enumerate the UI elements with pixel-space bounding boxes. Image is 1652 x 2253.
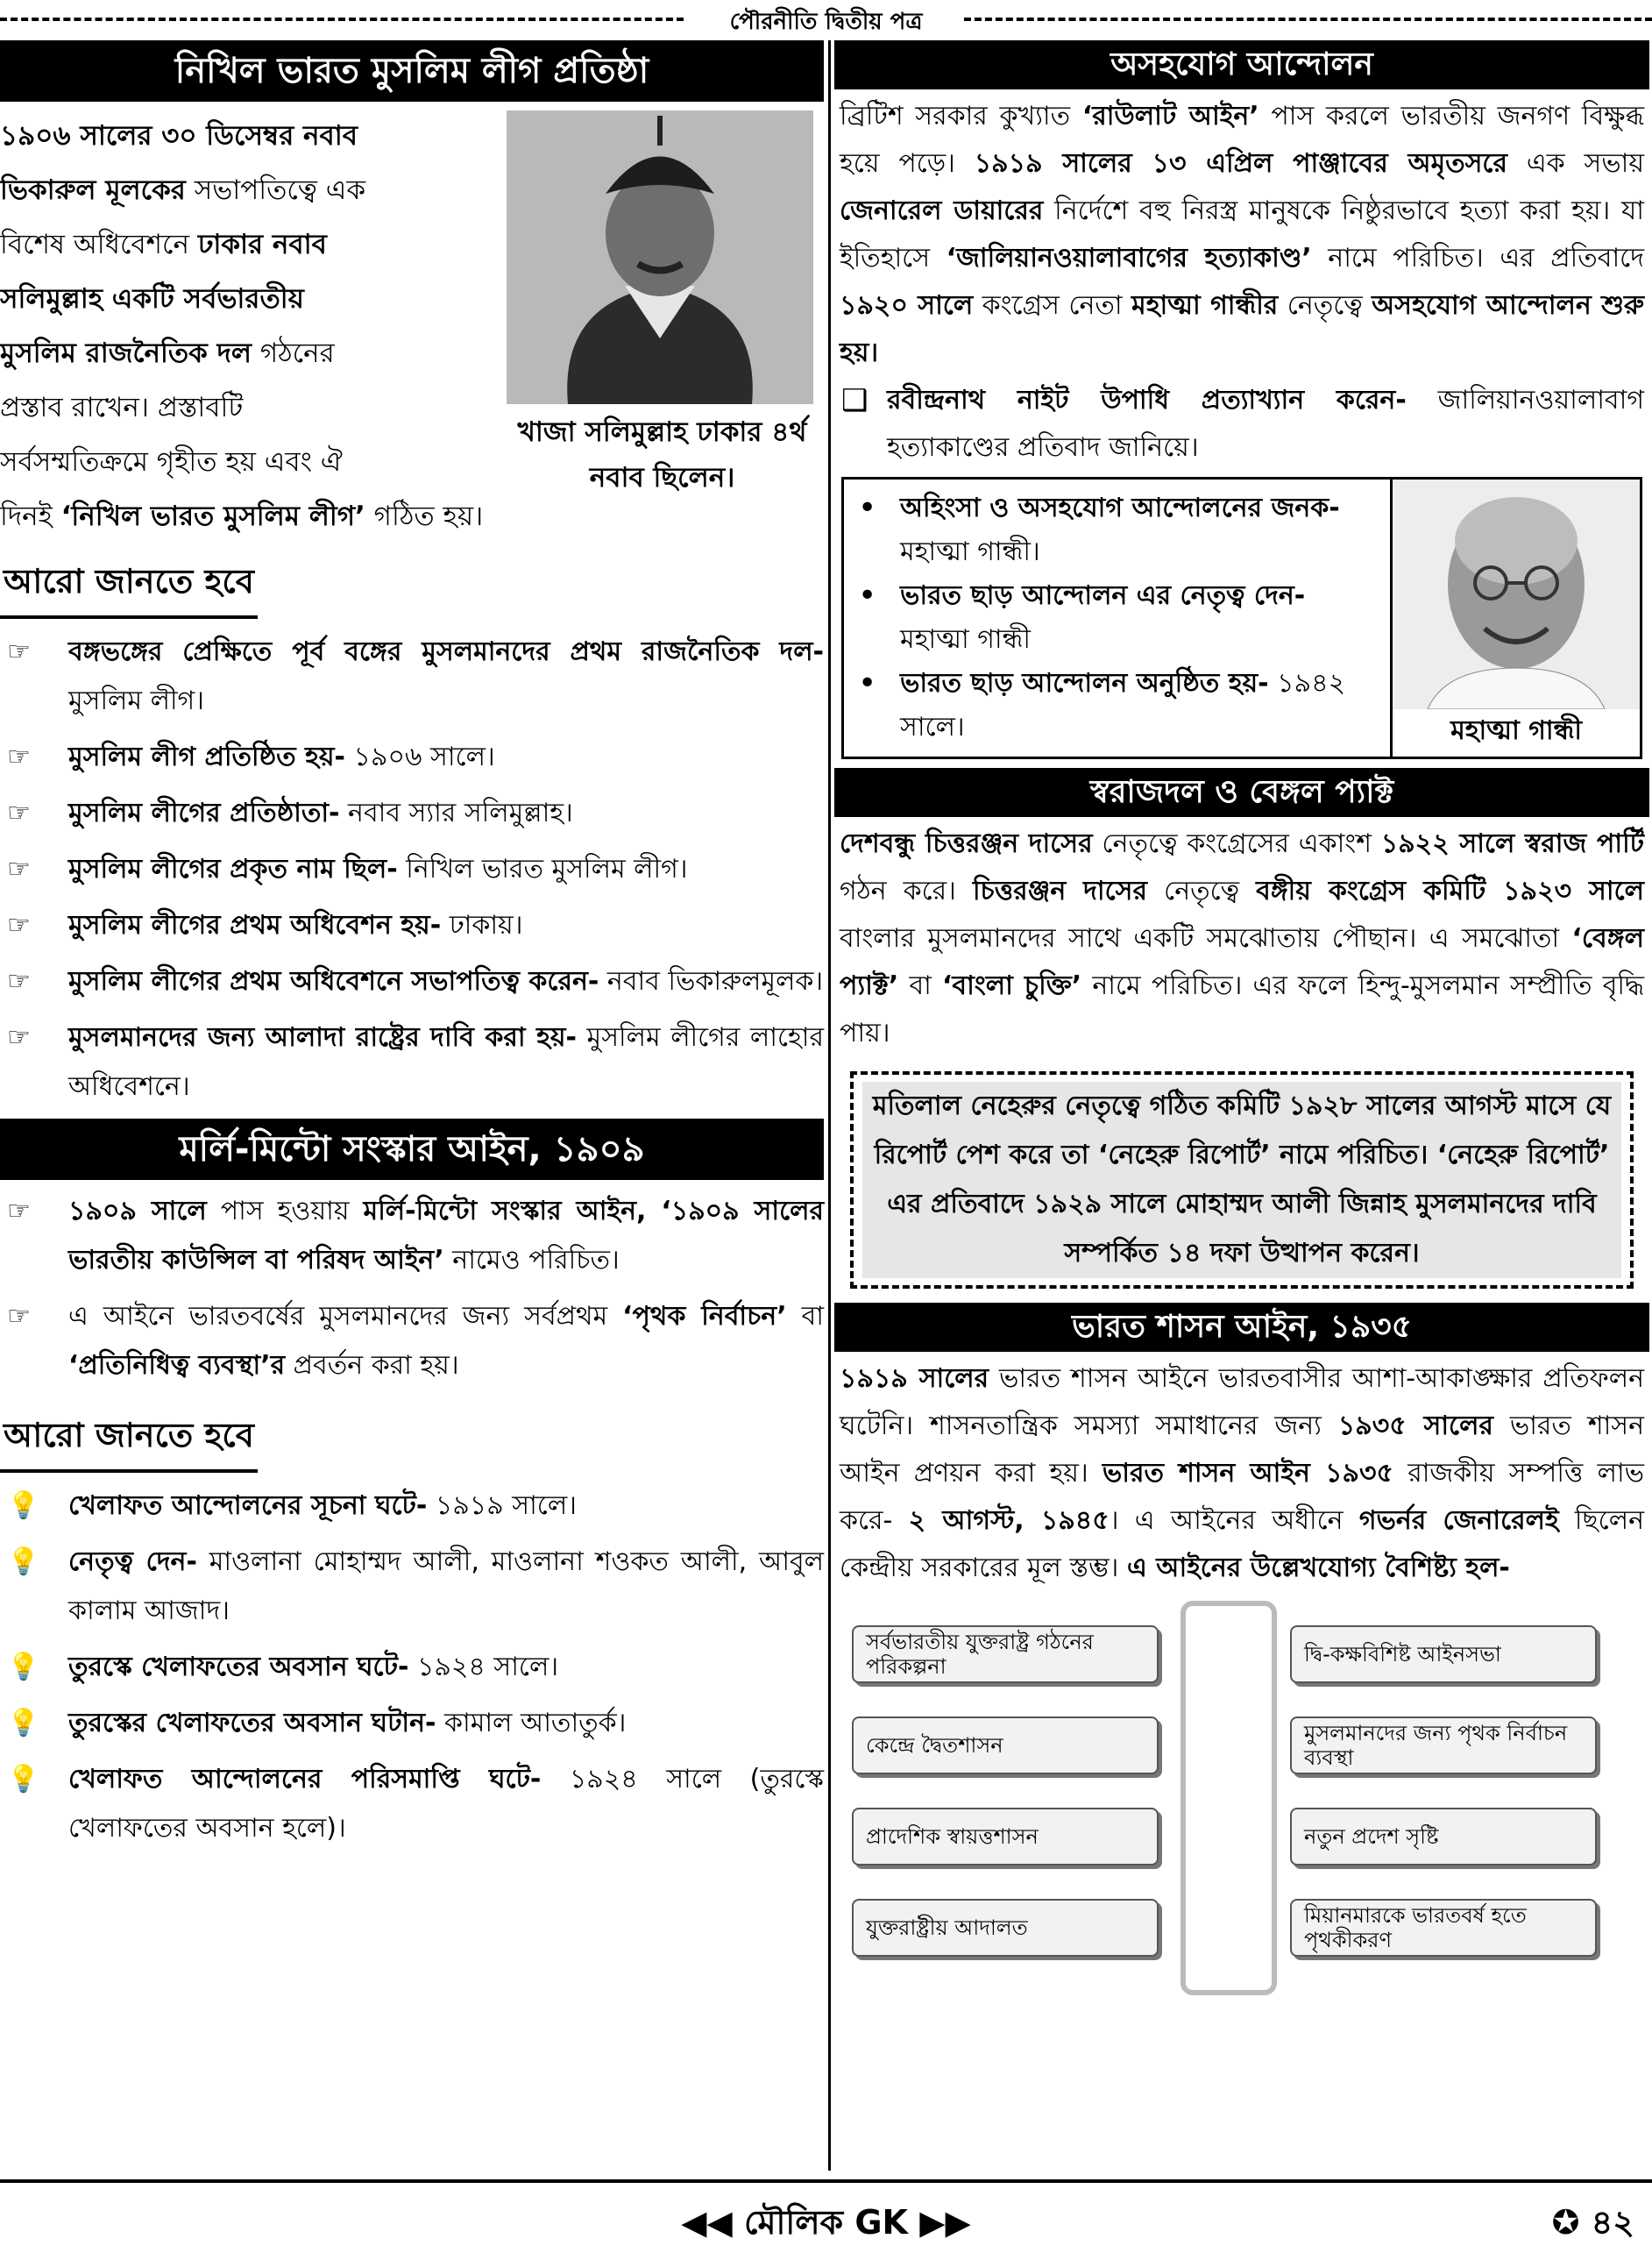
pointing-hand-icon: ☞ xyxy=(7,854,31,885)
right-column xyxy=(834,40,1649,1995)
text-line: নামেও পরিচিত। xyxy=(443,1245,620,1276)
gandhi-box xyxy=(841,477,1642,759)
text-line: নবাব ভিকারুলমূলক। xyxy=(599,966,824,997)
text-line: ঢাকায়। xyxy=(441,910,523,941)
text-bold: গভর্নর জেনারেলই xyxy=(1358,1505,1559,1536)
text-bold: মুসলিম লীগ প্রতিষ্ঠিত হয়- xyxy=(68,742,346,772)
text-line: মাওলানা মোহাম্মদ আলী, মাওলানা শওকত আলী, আবুল কালাম আজাদ। xyxy=(68,1546,824,1626)
header-rule-left xyxy=(0,18,684,21)
text-bold: মুসলিম লীগের প্রথম অধিবেশন হয়- xyxy=(68,910,442,941)
text-bold: মুসলিম রাজনৈতিক দল xyxy=(0,338,252,369)
feature-box-left: যুক্তরাষ্ট্রীয় আদালত xyxy=(852,1899,1159,1957)
text-bold: মহাত্মা গান্ধীর xyxy=(1131,290,1279,321)
nehru-report-box xyxy=(850,1071,1634,1289)
text-line: ১৯০৬ সালের ৩০ ডিসেম্বর নবাব xyxy=(0,120,358,152)
list-item xyxy=(0,1013,824,1112)
section-title-goi-act-1935: ভারত শাসন আইন, ১৯৩৫ xyxy=(834,1303,1649,1352)
text-bold: ১৯২০ সালে xyxy=(840,290,974,321)
text-line: ছিলেন কেন্দ্রীয় সরকারের মূল স্তম্ভ। xyxy=(840,1505,1644,1583)
gandhi-photo-block xyxy=(1390,480,1640,757)
text-bold: ‘নিখিল ভারত মুসলিম লীগ’ xyxy=(60,501,365,532)
text-line: বাংলার মুসলমানদের সাথে একটি সমঝোতায় পৌছান। এ সমঝোতা xyxy=(840,923,1572,954)
footer-title: ◀◀ মৌলিক GK ▶▶ xyxy=(681,2203,971,2242)
morley-minto-facts xyxy=(0,1187,824,1390)
text-line: জালিয়ানওয়ালাবাগ হত্যাকাণ্ডের প্রতিবাদ জানিয়ে। xyxy=(887,385,1644,463)
goi-act-paragraph xyxy=(834,1355,1649,1592)
text-bold: ১৯১৯ সালের ১৩ এপ্রিল পাঞ্জাবের অমৃতসরে xyxy=(974,148,1507,179)
text-line: বা xyxy=(898,970,943,1001)
feature-box-left: প্রাদেশিক স্বায়ত্তশাসন xyxy=(852,1808,1159,1866)
text-line: দিনই xyxy=(0,501,61,532)
text-bold: ১৯০৯ সালে xyxy=(68,1196,207,1226)
list-item xyxy=(0,789,824,838)
list-item xyxy=(844,574,1361,662)
text-line: এ আইনে ভারতবর্ষের মুসলমানদের জন্য সর্বপ্রথম xyxy=(68,1301,623,1332)
header-title: পৌরনীতি দ্বিতীয় পত্র xyxy=(721,4,932,42)
feature-box-right: নতুন প্রদেশ সৃষ্টি xyxy=(1290,1808,1597,1866)
text-line: ভারত শাসন আইনে ভারতবাসীর আশা-আকাঙ্ক্ষার প্রতিফলন ঘটেনি। শাসনতান্ত্রিক সমস্যা সমাধানের জন্য xyxy=(840,1363,1644,1441)
text-bold: দেশবন্ধু চিত্তরঞ্জন দাসের xyxy=(840,828,1093,859)
text-bold: ভারত ছাড় আন্দোলন এর নেতৃত্ব দেন- xyxy=(900,580,1306,611)
gandhi-caption: মহাত্মা গান্ধী xyxy=(1450,715,1582,746)
text-line: সভাপতিত্বে এক xyxy=(185,174,366,206)
text-bold: বঙ্গভঙ্গের প্রেক্ষিতে পূর্ব বঙ্গের মুসলমানদের প্রথম রাজনৈতিক দল- xyxy=(68,636,824,667)
text-line: রাজকীয় সম্পত্তি লাভ করে- xyxy=(840,1458,1644,1536)
text-bold: এ আইনের উল্লেখযোগ্য বৈশিষ্ট্য হল- xyxy=(1126,1553,1510,1583)
text-bold: তুরস্কের খেলাফতের অবসান ঘটান- xyxy=(68,1708,436,1738)
text-bold: খেলাফত আন্দোলনের সূচনা ঘটে- xyxy=(68,1490,428,1521)
text-bold: অহিংসা ও অসহযোগ আন্দোলনের জনক- xyxy=(900,493,1340,523)
text-line: প্রস্তাব রাখেন। প্রস্তাবটি xyxy=(0,392,244,423)
list-item xyxy=(0,957,824,1006)
text-bold: নেতৃত্ব দেন- xyxy=(68,1546,197,1577)
pointing-hand-icon: ☞ xyxy=(7,1301,31,1332)
list-item xyxy=(844,487,1361,574)
pointing-hand-icon: ☞ xyxy=(7,910,31,941)
text-line: ১৯০৬ সালে। xyxy=(345,742,495,772)
text-line: ১৯২৪ সালে (তুরস্কে খেলাফতের অবসান হলে)। xyxy=(68,1764,824,1844)
text-bold: ২ আগস্ট, ১৯৪৫ xyxy=(908,1505,1110,1536)
text-bold: মুসলিম লীগের প্রতিষ্ঠাতা- xyxy=(68,798,340,828)
text-line: কংগ্রেস নেতা xyxy=(973,290,1132,321)
text-bold: রবীন্দ্রনাথ নাইট উপাধি প্রত্যাখ্যান করেন- xyxy=(887,385,1407,416)
pointing-hand-icon: ☞ xyxy=(7,798,31,828)
text-bold: ‘বাংলা চুক্তি’ xyxy=(942,970,1082,1001)
text-line: গঠনের xyxy=(251,338,335,369)
list-item xyxy=(0,1699,824,1748)
subhead-more-to-know: আরো জানতে হবে xyxy=(0,556,258,619)
list-item xyxy=(0,845,824,894)
text-bold: ‘প্রতিনিধিত্ব ব্যবস্থা’র xyxy=(68,1350,286,1381)
goi-act-features-diagram xyxy=(834,1601,1649,1995)
text-line: ১৯৪২ সালে। xyxy=(900,668,1346,743)
text-line: নেতৃত্বে xyxy=(1147,876,1257,906)
column-divider xyxy=(828,40,831,2171)
text-line: নিখিল ভারত মুসলিম লীগ। xyxy=(397,854,688,885)
lightbulb-icon: 💡 xyxy=(7,1764,40,1795)
pointing-hand-icon: ☞ xyxy=(7,966,31,997)
subhead-more-to-know-2: আরো জানতে হবে xyxy=(0,1410,258,1473)
pointing-hand-icon: ☞ xyxy=(7,1022,31,1053)
page-header xyxy=(0,0,1652,35)
text-bold: ‘রাউলাট আইন’ xyxy=(1081,101,1259,131)
text-bold: ভারত ছাড় আন্দোলন অনুষ্ঠিত হয়- xyxy=(900,668,1269,699)
text-line: গঠন করে। xyxy=(840,876,973,906)
text-line: গঠিত হয়। xyxy=(365,501,484,532)
salimullah-photo-block xyxy=(507,110,818,494)
text-bold: ১৯৩৫ সালের xyxy=(1337,1411,1493,1441)
text-line: বা xyxy=(786,1301,824,1332)
text-line: মুসলিম লীগের লাহোর অধিবেশনে। xyxy=(68,1022,824,1102)
text-bold: মর্লি-মিন্টো সংস্কার আইন, ‘১৯০৯ সালের ভারতীয় কাউন্সিল বা পরিষদ আইন’ xyxy=(68,1196,824,1276)
text-line: পাস করলে ভারতীয় জনগণ বিক্ষুব্ধ হয়ে পড়ে। xyxy=(840,101,1645,179)
list-item xyxy=(0,901,824,950)
gandhi-facts xyxy=(844,480,1361,750)
page-number: ✪ ৪২ xyxy=(1551,2203,1634,2242)
text-line: নেতৃত্বে xyxy=(1278,290,1372,321)
text-line: নবাব স্যার সলিমুল্লাহ। xyxy=(339,798,573,828)
text-line: নামে পরিচিত। এর প্রতিবাদে xyxy=(1311,243,1644,274)
features-spine xyxy=(1181,1601,1277,1995)
bullet-dot-icon: • xyxy=(858,490,877,526)
feature-box-right: মুসলমানদের জন্য পৃথক নির্বাচন ব্যবস্থা xyxy=(1290,1716,1597,1774)
text-bold: চিত্তরঞ্জন দাসের xyxy=(972,876,1148,906)
feature-box-left: সর্বভারতীয় যুক্তরাষ্ট্র গঠনের পরিকল্পনা xyxy=(852,1625,1159,1683)
text-bold: জেনারেল ডায়ারের xyxy=(840,195,1044,226)
text-line: মহাত্মা গান্ধী xyxy=(900,624,1031,655)
salimullah-caption: খাজা সলিমুল্লাহ ঢাকার ৪র্থ নবাব ছিলেন। xyxy=(517,416,807,494)
text-bold: অসহযোগ আন্দোলন শুরু হয়। xyxy=(840,290,1644,368)
feature-box-right: দ্বি-কক্ষবিশিষ্ট আইনসভা xyxy=(1290,1625,1597,1683)
lightbulb-icon: 💡 xyxy=(7,1652,40,1682)
text-line: ব্রিটিশ সরকার কুখ্যাত xyxy=(840,101,1082,131)
text-line: পাস হওয়ায় xyxy=(206,1196,364,1226)
muslim-league-paragraph xyxy=(0,109,486,435)
list-item xyxy=(0,1292,824,1390)
list-item xyxy=(0,1643,824,1692)
text-line: । এ আইনের অধীনে xyxy=(1109,1505,1359,1536)
text-bold: ঢাকার নবাব xyxy=(197,229,327,260)
list-item xyxy=(844,662,1361,750)
text-bold: মুসলিম লীগের প্রথম অধিবেশনে সভাপতিত্ব করেন- xyxy=(68,966,599,997)
text-line: বিশেষ অধিবেশনে xyxy=(0,229,198,260)
pointing-hand-icon: ☞ xyxy=(7,636,31,667)
text-line: নামে পরিচিত। এর ফলে হিন্দু-মুসলমান সম্প্রীতি বৃদ্ধি পায়। xyxy=(840,970,1644,1048)
footer-rule xyxy=(0,2179,1652,2183)
text-bold: ১৯২২ সালে স্বরাজ পার্টি xyxy=(1380,828,1644,859)
feature-box-right: মিয়ানমারকে ভারতবর্ষ হতে পৃথকীকরণ xyxy=(1290,1899,1597,1957)
pointing-hand-icon: ☞ xyxy=(7,742,31,772)
nehru-report-text: মতিলাল নেহেরুর নেতৃত্বে গঠিত কমিটি ১৯২৮ সালের আগস্ট মাসে যে রিপোর্ট পেশ করে তা ‘নেহেরু রিপোর্ট’ নামে পরিচিত। ‘নেহেরু রিপোর্ট’ এর প্রতিবাদে ১৯২৯ সালে মোহাম্মদ আলী জিন্নাহ মুসলমানদের দাবি সম্পর্কিত ১৪ দফা উত্থাপন করেন। xyxy=(862,1082,1621,1278)
text-line: ১৯২৪ সালে। xyxy=(408,1652,559,1682)
muslim-league-paragraph-cont xyxy=(0,435,486,489)
section-title-non-cooperation: অসহযোগ আন্দোলন xyxy=(834,40,1649,89)
section-title-morley-minto: মর্লি-মিন্টো সংস্কার আইন, ১৯০৯ xyxy=(0,1119,824,1180)
text-bold: ‘বেঙ্গল প্যাক্ট’ xyxy=(840,923,1644,1001)
lightbulb-icon: 💡 xyxy=(7,1708,40,1738)
text-line: মুসলিম লীগ। xyxy=(68,686,204,716)
list-item xyxy=(0,1482,824,1531)
section-title-swaraj: স্বরাজদল ও বেঙ্গল প্যাক্ট xyxy=(834,768,1649,817)
text-bold: ১৯১৯ সালের xyxy=(840,1363,989,1394)
text-line: এক সভায় xyxy=(1507,148,1645,179)
text-bold: ‘পৃথক নির্বাচন’ xyxy=(622,1301,787,1332)
text-bold: বঙ্গীয় কংগ্রেস কমিটি ১৯২৩ সালে xyxy=(1256,876,1644,906)
non-cooperation-paragraph xyxy=(834,93,1649,377)
text-line: সর্বসম্মতিক্রমে গৃহীত হয় এবং ঐ xyxy=(0,446,343,478)
lightbulb-icon: 💡 xyxy=(7,1546,40,1577)
section-title-muslim-league: নিখিল ভারত মুসলিম লীগ প্রতিষ্ঠা xyxy=(0,40,824,102)
text-bold: ‘জালিয়ানওয়ালাবাগের হত্যাকাণ্ড’ xyxy=(946,243,1312,274)
text-bold: তুরস্কে খেলাফতের অবসান ঘটে- xyxy=(68,1652,409,1682)
checkbox-icon: ❑ xyxy=(841,383,869,418)
text-line: নেতৃত্বে কংগ্রেসের একাংশ xyxy=(1092,828,1381,859)
salimullah-portrait xyxy=(507,110,813,404)
swaraj-paragraph xyxy=(834,821,1649,1057)
tagore-note xyxy=(834,377,1649,472)
list-item xyxy=(0,1755,824,1853)
text-line: প্রবর্তন করা হয়। xyxy=(285,1350,459,1381)
list-item xyxy=(0,628,824,726)
page-footer xyxy=(0,2179,1652,2246)
pointing-hand-icon: ☞ xyxy=(7,1196,31,1226)
text-line: কামাল আতাতুর্ক। xyxy=(436,1708,627,1738)
text-line: মহাত্মা গান্ধী। xyxy=(900,537,1040,567)
text-line: ১৯১৯ সালে। xyxy=(427,1490,577,1521)
khilafat-facts xyxy=(0,1482,824,1853)
text-bold: মুসলমানদের জন্য আলাদা রাষ্ট্রের দাবি করা হয়- xyxy=(68,1022,577,1053)
muslim-league-facts xyxy=(0,628,824,1112)
text-line: ভারত শাসন আইন প্রণয়ন করা হয়। xyxy=(840,1411,1644,1489)
text-bold: ভিকারুল মূলকের xyxy=(0,174,186,206)
list-item xyxy=(0,733,824,782)
left-column xyxy=(0,40,824,1860)
feature-box-left: কেন্দ্রে দ্বৈতশাসন xyxy=(852,1716,1159,1774)
text-bold: মুসলিম লীগের প্রকৃত নাম ছিল- xyxy=(68,854,398,885)
list-item xyxy=(0,1538,824,1636)
bullet-dot-icon: • xyxy=(858,665,877,701)
text-bold: সলিমুল্লাহ একটি সর্বভারতীয় xyxy=(0,283,304,315)
text-bold: খেলাফত আন্দোলনের পরিসমাপ্তি ঘটে- xyxy=(68,1764,542,1795)
text-bold: ভারত শাসন আইন ১৯৩৫ xyxy=(1102,1458,1393,1489)
bullet-dot-icon: • xyxy=(858,578,877,614)
header-rule-right xyxy=(964,18,1652,21)
text-line: নির্দেশে বহু নিরস্ত্র মানুষকে নিষ্ঠুরভাবে হত্যা করা হয়। যা ইতিহাসে xyxy=(840,195,1644,274)
list-item xyxy=(0,1187,824,1285)
lightbulb-icon: 💡 xyxy=(7,1490,40,1521)
gandhi-portrait xyxy=(1393,480,1640,709)
